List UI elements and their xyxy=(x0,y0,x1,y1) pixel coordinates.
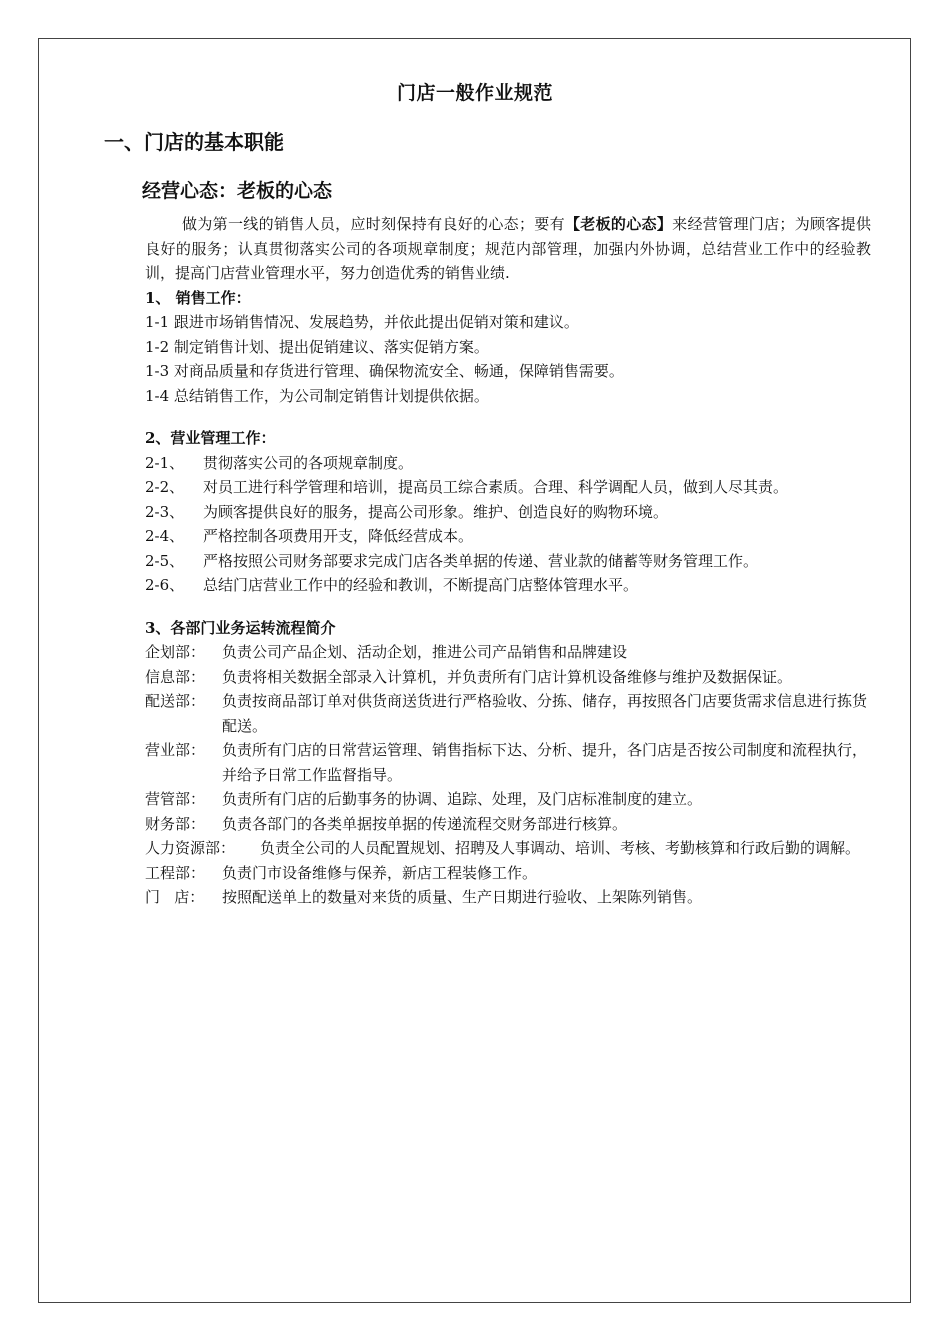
department-entry xyxy=(145,787,871,812)
document-title: 门店一般作业规范 xyxy=(396,82,553,104)
ops-item xyxy=(145,549,871,574)
ops-item-text: 贯彻落实公司的各项规章制度。 xyxy=(203,453,414,472)
department-entry xyxy=(145,640,871,665)
ops-item-number: 2-4、 xyxy=(145,527,185,545)
department-entry xyxy=(145,861,871,886)
ops-item-text: 为顾客提供良好的服务，提高公司形象。维护、创造良好的购物环境。 xyxy=(203,502,669,521)
department-entry xyxy=(145,885,871,910)
sales-item: 1-2 制定销售计划、提出促销建议、落实促销方案。 xyxy=(145,337,489,356)
ops-item xyxy=(145,573,871,598)
ops-item xyxy=(145,500,871,525)
department-duty: 负责所有门店的后勤事务的协调、追踪、处理，及门店标准制度的建立。 xyxy=(222,790,703,808)
department-name: 信息部： xyxy=(145,667,206,686)
ops-item-text: 严格控制各项费用开支，降低经营成本。 xyxy=(203,527,474,545)
sales-heading: 1、 销售工作： xyxy=(145,288,251,307)
ops-item-number: 2-2、 xyxy=(145,478,185,496)
intro-emphasis: 【老板的心态】 xyxy=(564,215,673,233)
department-entry xyxy=(145,812,871,837)
sales-item: 1-4 总结销售工作，为公司制定销售计划提供依据。 xyxy=(145,386,489,405)
department-duty: 负责公司产品企划、活动企划，推进公司产品销售和品牌建设 xyxy=(222,643,628,661)
department-name: 工程部： xyxy=(145,863,206,882)
ops-item-number: 2-3、 xyxy=(145,502,185,521)
department-entry xyxy=(145,738,871,787)
department-name: 配送部： xyxy=(145,692,206,710)
department-name: 人力资源部： xyxy=(145,839,236,857)
department-duty: 负责门市设备维修与保养，新店工程装修工作。 xyxy=(222,863,538,882)
ops-heading: 2、营业管理工作： xyxy=(145,429,276,447)
ops-item xyxy=(145,524,871,549)
department-duty: 负责所有门店的日常营运管理、销售指标下达、分析、提升，各门店是否按公司制度和流程执行，并给予日常工作监督指导。 xyxy=(222,741,868,784)
department-duty: 负责全公司的人员配置规划、招聘及人事调动、培训、考核、考勤核算和行政后勤的调解。 xyxy=(260,839,861,857)
ops-item xyxy=(145,475,871,500)
ops-item-text: 严格按照公司财务部要求完成门店各类单据的传递、营业款的储蓄等财务管理工作。 xyxy=(203,551,759,570)
department-entry xyxy=(145,689,871,738)
sales-item: 1-1 跟进市场销售情况、发展趋势，并依此提出促销对策和建议。 xyxy=(145,313,579,331)
ops-item-number: 2-6、 xyxy=(145,576,185,594)
departments-heading: 3、各部门业务运转流程简介 xyxy=(145,618,336,637)
department-name: 营管部： xyxy=(145,790,206,808)
department-entry xyxy=(145,665,871,690)
ops-item-text: 对员工进行科学管理和培训，提高员工综合素质。合理、科学调配人员，做到人尽其责。 xyxy=(203,478,789,496)
department-name: 企划部： xyxy=(145,643,206,661)
sales-item: 1-3 对商品质量和存货进行管理、确保物流安全、畅通，保障销售需要。 xyxy=(145,362,624,380)
department-entry xyxy=(145,836,871,861)
document-body xyxy=(145,212,871,910)
department-duty: 负责各部门的各类单据按单据的传递流程交财务部进行核算。 xyxy=(222,814,628,833)
department-duty: 负责将相关数据全部录入计算机，并负责所有门店计算机设备维修与维护及数据保证。 xyxy=(222,667,793,686)
ops-item-number: 2-1、 xyxy=(145,453,185,472)
subsection-heading: 经营心态：老板的心态 xyxy=(142,180,333,202)
intro-text: 做为第一线的销售人员，应时刻保持有良好的心态；要有 xyxy=(182,215,565,233)
department-name: 营业部： xyxy=(145,741,206,759)
department-name: 财务部： xyxy=(145,814,206,833)
department-duty: 负责按商品部订单对供货商送货进行严格验收、分拣、储存，再按照各门店要货需求信息进行拣货配送。 xyxy=(222,692,868,735)
department-name: 门 店： xyxy=(145,888,205,906)
ops-item-number: 2-5、 xyxy=(145,551,185,570)
section-heading: 一、门店的基本职能 xyxy=(104,130,284,154)
ops-item-text: 总结门店营业工作中的经验和教训，不断提高门店整体管理水平。 xyxy=(203,576,639,594)
department-duty: 按照配送单上的数量对来货的质量、生产日期进行验收、上架陈列销售。 xyxy=(222,888,703,906)
ops-item xyxy=(145,451,871,476)
intro-paragraph xyxy=(145,212,871,286)
intro-text-continued: 来经营管理门店；为顾客提供良好的服务；认真贯彻落实公司的各项规章制度；规范内部管理，加强内外协调，总结营业工作中的经验教训，提高门店营业管理水平，努力创造优秀的销售业绩. xyxy=(145,215,871,282)
